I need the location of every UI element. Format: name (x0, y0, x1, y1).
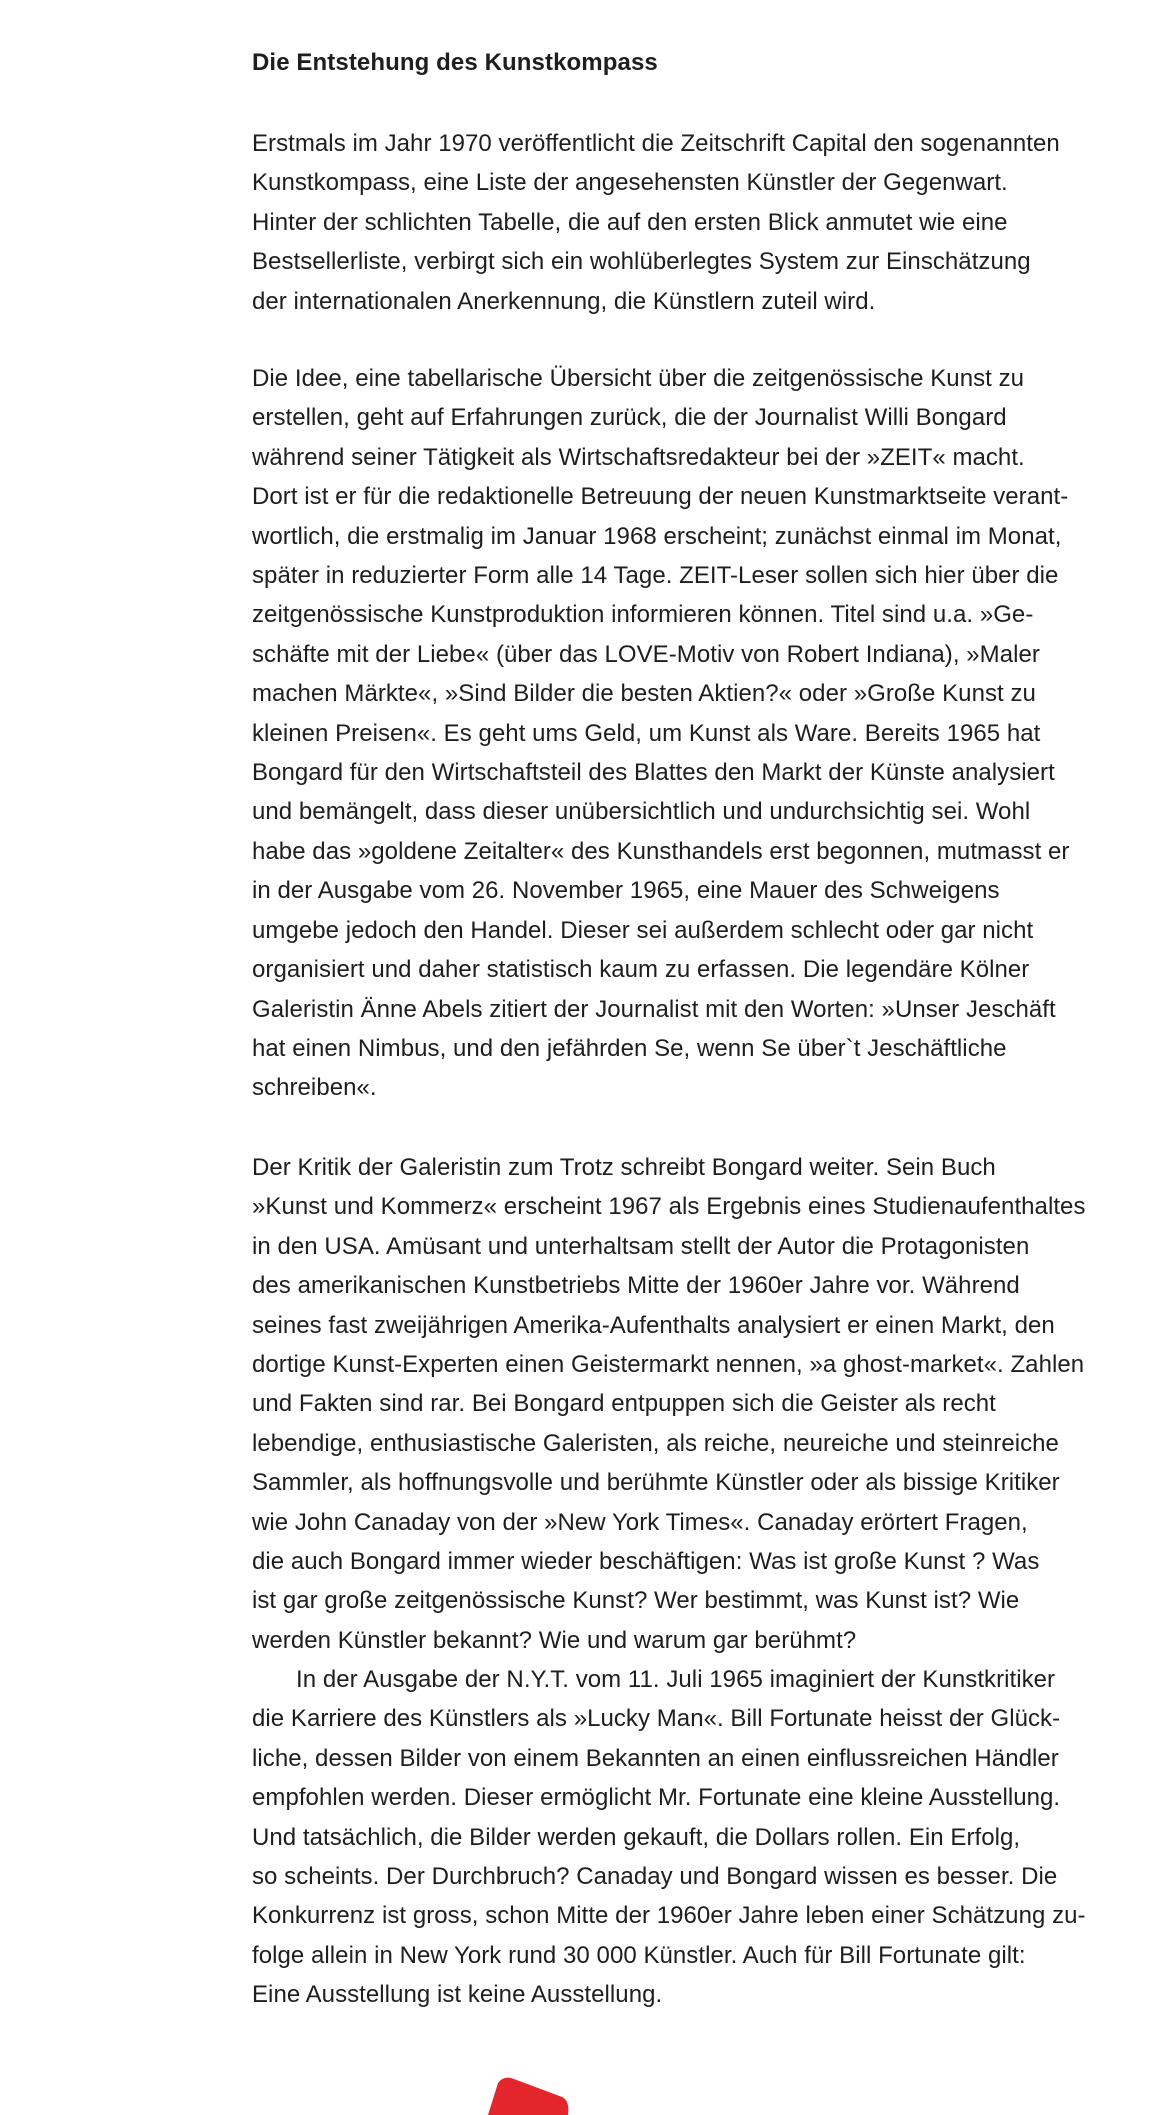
text-line: seines fast zweijährigen Amerika-Aufenthalts analysiert er einen Markt, den (252, 1311, 1055, 1339)
text-line: »Kunst und Kommerz« erscheint 1967 als Ergebnis eines Studienaufenthaltes (252, 1193, 1086, 1221)
text-line: habe das »goldene Zeitalter« des Kunsthandels erst begonnen, mutmasst er (252, 837, 1070, 865)
text-line: liche, dessen Bilder von einem Bekannten an einen einflussreichen Händler (252, 1744, 1059, 1772)
text-line: Erstmals im Jahr 1970 veröffentlicht die Zeitschrift Capital den sogenannten (252, 130, 1060, 157)
text-line: hat einen Nimbus, und den jefährden Se, wenn Se über`t Jeschäftliche (252, 1034, 1007, 1062)
text-line: Kunstkompass, eine Liste der angesehensten Künstler der Gegenwart. (252, 169, 1008, 197)
text-line: während seiner Tätigkeit als Wirtschaftsredakteur bei der »ZEIT« macht. (252, 443, 1025, 471)
text-line: die Karriere des Künstlers als »Lucky Man«. Bill Fortunate heisst der Glück- (252, 1705, 1061, 1733)
text-line: Eine Ausstellung ist keine Ausstellung. (252, 1981, 663, 2009)
text-line: machen Märkte«, »Sind Bilder die besten Aktien?« oder »Große Kunst zu (252, 680, 1036, 708)
paragraph-intro (252, 124, 1060, 321)
text-line: zeitgenössische Kunstproduktion informieren können. Titel sind u.a. »Ge- (252, 601, 1034, 629)
text-line: Und tatsächlich, die Bilder werden gekauft, die Dollars rollen. Ein Erfolg, (252, 1823, 1021, 1851)
text-line: so scheints. Der Durchbruch? Canaday und Bongard wissen es besser. Die (252, 1863, 1058, 1891)
text-line: in den USA. Amüsant und unterhaltsam stellt der Autor die Protagonisten (252, 1232, 1030, 1260)
text-line: Hinter der schlichten Tabelle, die auf den ersten Blick anmutet wie eine (252, 208, 1008, 236)
text-line: der internationalen Anerkennung, die Künstlern zuteil wird. (252, 287, 876, 315)
page-title: Die Entstehung des Kunstkompass (252, 49, 658, 76)
text-line: und bemängelt, dass dieser unübersichtlich und undurchsichtig sei. Wohl (252, 798, 1031, 826)
text-line: kleinen Preisen«. Es geht ums Geld, um Kunst als Ware. Bereits 1965 hat (252, 719, 1041, 747)
text-line: organisiert und daher statistisch kaum zu erfassen. Die legendäre Kölner (252, 956, 1030, 984)
paragraph-idea (252, 359, 1069, 1108)
text-line: Der Kritik der Galeristin zum Trotz schreibt Bongard weiter. Sein Buch (252, 1154, 996, 1181)
red-graphic-fragment (470, 2075, 590, 2115)
text-line: Galeristin Änne Abels zitiert der Journalist mit den Worten: »Unser Jeschäft (252, 995, 1056, 1023)
text-line: erstellen, geht auf Erfahrungen zurück, die der Journalist Willi Bongard (252, 404, 1007, 432)
text-line: dortige Kunst-Experten einen Geistermarkt nennen, »a ghost-market«. Zahlen (252, 1351, 1085, 1379)
text-line: später in reduzierter Form alle 14 Tage. ZEIT-Leser sollen sich hier über die (252, 562, 1059, 590)
text-line: Bongard für den Wirtschaftsteil des Blattes den Markt der Künste analysiert (252, 759, 1055, 787)
text-line: Bestsellerliste, verbirgt sich ein wohlüberlegtes System zur Einschätzung (252, 248, 1031, 276)
text-line: Dort ist er für die redaktionelle Betreuung der neuen Kunstmarktseite verant- (252, 483, 1069, 511)
text-line: in der Ausgabe vom 26. November 1965, eine Mauer des Schweigens (252, 877, 1000, 905)
paragraph-lucky-man (252, 1660, 1086, 2015)
text-line: ist gar große zeitgenössische Kunst? Wer bestimmt, was Kunst ist? Wie (252, 1587, 1020, 1615)
text-line: Sammler, als hoffnungsvolle und berühmte Künstler oder als bissige Kritiker (252, 1469, 1060, 1497)
text-line: wortlich, die erstmalig im Januar 1968 erscheint; zunächst einmal im Monat, (252, 522, 1062, 550)
paragraph-criticism (252, 1148, 1086, 1660)
text-line: lebendige, enthusiastische Galeristen, als reiche, neureiche und steinreiche (252, 1429, 1059, 1457)
text-line: umgebe jedoch den Handel. Dieser sei außerdem schlecht oder gar nicht (252, 916, 1034, 944)
text-line: und Fakten sind rar. Bei Bongard entpuppen sich die Geister als recht (252, 1390, 996, 1418)
text-line: Konkurrenz ist gross, schon Mitte der 1960er Jahre leben einer Schätzung zu- (252, 1902, 1086, 1930)
text-line: werden Künstler bekannt? Wie und warum gar berühmt? (252, 1626, 857, 1654)
text-line: schreiben«. (252, 1074, 377, 1102)
text-line: schäfte mit der Liebe« (über das LOVE-Motiv von Robert Indiana), »Maler (252, 640, 1040, 668)
text-line: die auch Bongard immer wieder beschäftigen: Was ist große Kunst ? Was (252, 1548, 1040, 1576)
text-line: folge allein in New York rund 30 000 Künstler. Auch für Bill Fortunate gilt: (252, 1941, 1026, 1969)
text-line: des amerikanischen Kunstbetriebs Mitte der 1960er Jahre vor. Während (252, 1272, 1020, 1300)
text-line: empfohlen werden. Dieser ermöglicht Mr. Fortunate eine kleine Ausstellung. (252, 1784, 1061, 1812)
text-line: Die Idee, eine tabellarische Übersicht über die zeitgenössische Kunst zu (252, 365, 1025, 392)
text-line: In der Ausgabe der N.Y.T. vom 11. Juli 1965 imaginiert der Kunstkritiker (296, 1666, 1056, 1693)
text-line: wie John Canaday von der »New York Times«. Canaday erörtert Fragen, (252, 1508, 1028, 1536)
